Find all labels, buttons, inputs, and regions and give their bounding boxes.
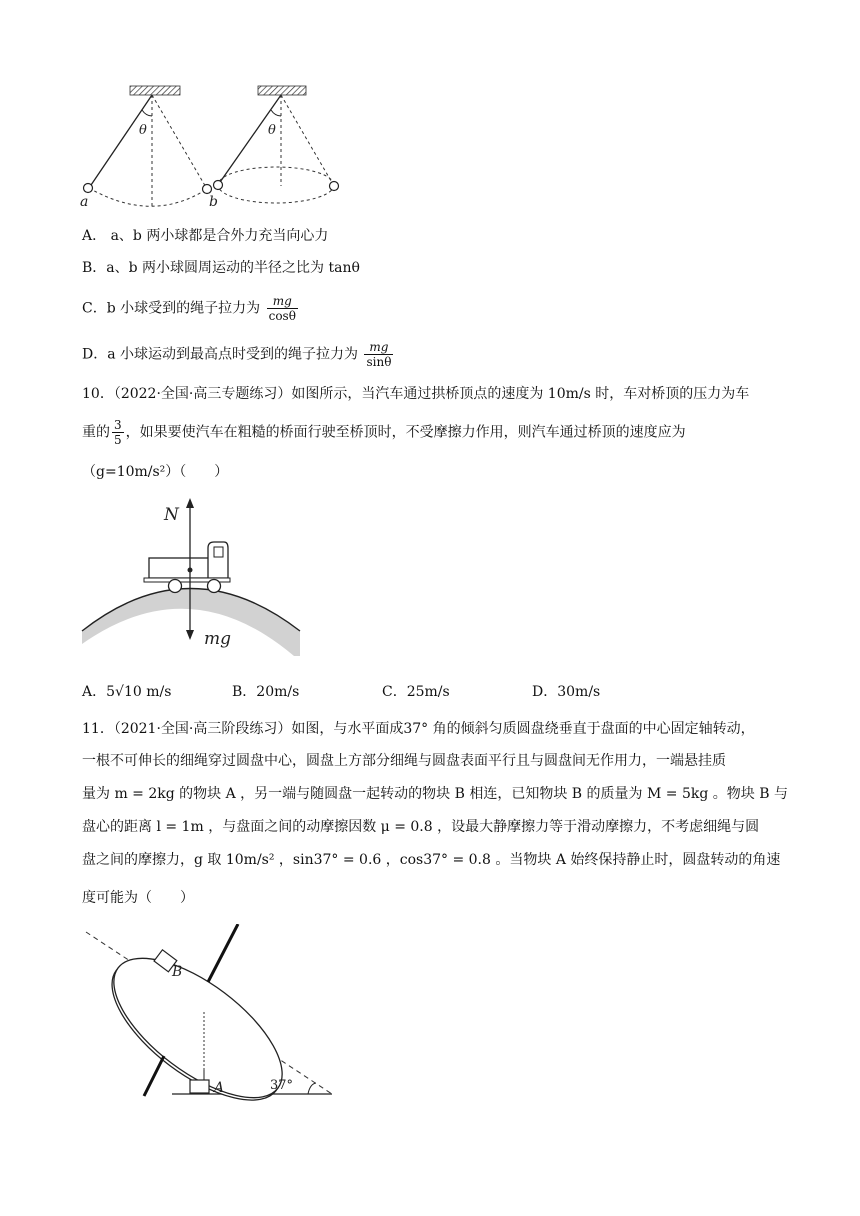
pendulum-figure [76,84,356,212]
q11-line-1: 11．（2021·全国·高三阶段练习）如图，与水平面成37° 角的倾斜匀质圆盘绕垂直于盘面的中心固定轴转动， [82,721,755,737]
q10-option-b: B．20m/s [232,684,300,700]
q11-line-3: 量为 m = 2kg 的物块 A ，另一端与随圆盘一起转动的物块 B 相连，已知物块 B 的质量为 M = 5kg 。物块 B 与 [82,786,788,802]
label-N: N [164,505,179,525]
label-b: b [209,194,218,210]
theta-label-1: θ [139,123,147,138]
q11-line-5: 盘之间的摩擦力，g 取 10m/s² ，sin37° = 0.6 ，cos37° = 0.8 。当物块 A 始终保持静止时，圆盘转动的角速 [82,852,781,868]
wheel-right [208,580,221,593]
label-a: a [80,194,89,210]
label-block-b: B [172,964,183,980]
ceiling-mount-b [258,86,306,95]
label-mg: mg [204,629,232,649]
q11-line-6: 度可能为（ ） [82,890,194,906]
ball-a [84,184,93,193]
theta-label-2: θ [268,123,276,138]
q10-option-a: A．5√10 m/s [82,684,172,700]
q9-option-b: B．a、b 两小球圆周运动的半径之比为 tanθ [82,260,360,276]
q10-line-3: （g=10m/s²）（ ） [82,464,229,480]
wheel-left [169,580,182,593]
ball-b [214,181,223,190]
fraction-mg-cos: $\frac{mg}{\cos\theta}$ [268,294,296,323]
q10-line-1: 10．（2022·全国·高三专题练习）如图所示，当汽车通过拱桥顶点的速度为 10m/s 时，车对桥顶的压力为车 [82,386,750,402]
q9-option-a: A． a、b 两小球都是合外力充当向心力 [82,228,329,244]
fraction-mg-sin: $\frac{mg}{\sin\theta}$ [366,340,392,369]
q11-line-2: 一根不可伸长的细绳穿过圆盘中心，圆盘上方部分细绳与圆盘表面平行且与圆盘间无作用力，一端悬挂质 [82,753,726,769]
block-a [190,1080,209,1093]
ceiling-mount-a [130,86,180,95]
q9-option-d: D．a 小球运动到最高点时受到的绳子拉力为 $\frac{mg}{\sin\theta}$ [82,340,392,369]
q10-option-d: D．30m/s [532,684,601,700]
label-angle: 37° [270,1078,294,1093]
fraction-3-5: $\frac{3}{5}$ [114,418,122,447]
truck-cargo [149,558,209,578]
q10-line-2: 重的 $\frac{3}{5}$ ，如果要使汽车在粗糙的桥面行驶至桥顶时，不受摩擦力作用，则汽车通过桥顶的速度应为 [82,418,686,447]
q10-option-c: C．25m/s [382,684,450,700]
label-block-a: A [214,1080,225,1096]
tilted-disk-figure [80,924,340,1104]
q11-line-4: 盘心的距离 l = 1m ，与盘面之间的动摩擦因数 μ = 0.8 ，设最大静摩擦力等于滑动摩擦力，不考虑细绳与圆 [82,819,760,835]
truck-bridge-figure [80,496,310,656]
q9-option-c: C．b 小球受到的绳子拉力为 $\frac{mg}{\cos\theta}$ [82,294,296,323]
